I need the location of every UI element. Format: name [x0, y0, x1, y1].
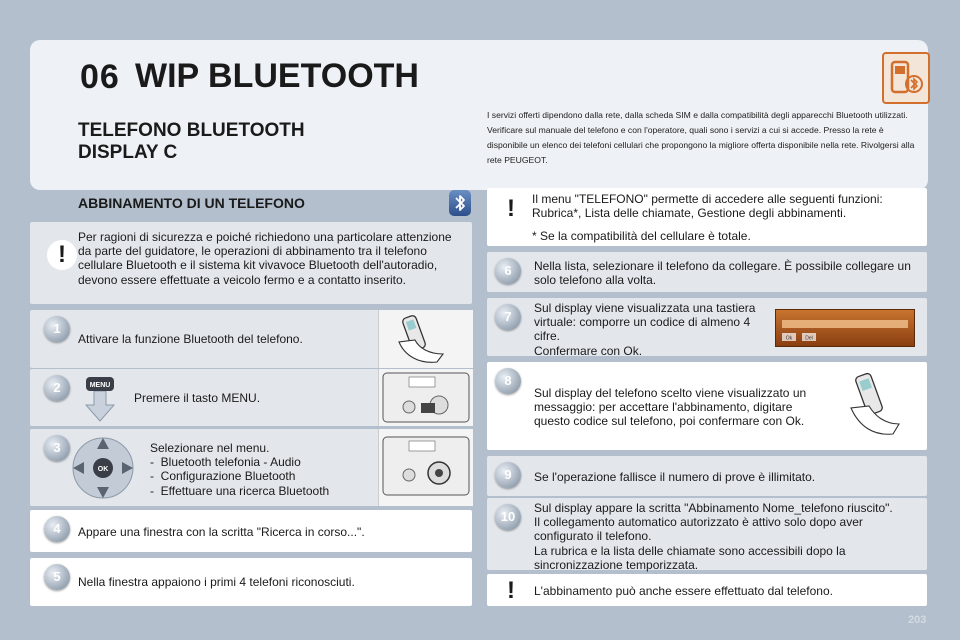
bluetooth-phone-icon [882, 52, 930, 104]
warning-icon: ! [47, 240, 77, 270]
menu-key-icon [80, 373, 120, 423]
ok-key-label: OK [97, 466, 109, 473]
warning-box [30, 222, 472, 304]
footnote-text: * Se la compatibilità del cellulare è totale. [532, 229, 751, 243]
step-box [487, 298, 927, 356]
step-number: 4 [44, 516, 70, 542]
step-number: 7 [495, 304, 521, 330]
step-box [30, 510, 472, 552]
menu-path-item: - Bluetooth telefonia - Audio [150, 455, 301, 470]
warning-icon: ! [496, 194, 526, 224]
step-box [30, 310, 472, 368]
step-number: 6 [495, 258, 521, 284]
screen-ok-label: Ok [785, 335, 793, 342]
step-text: Nella lista, selezionare il telefono da collegare. È possibile collegare un solo telefono alla volta. [534, 259, 911, 288]
menu-key-label: MENU [89, 382, 111, 389]
intro-paragraph: Verificare sul manuale del telefono e con l'operatore, quali sono i servizi a cui si accede. Presso la rete è disponibile un elenco dei telefoni cellulari che propongono la migliore offerta disponibile nella rete. Rivolgersi alla rete PEUGEOT. [487, 125, 915, 165]
bluetooth-icon [449, 190, 471, 216]
warning-icon: ! [496, 576, 526, 606]
step-box [487, 498, 927, 570]
step-number: 9 [495, 462, 521, 488]
step-number: 5 [44, 564, 70, 590]
screen-del-label: Del [805, 335, 813, 342]
step-number: 3 [44, 435, 70, 461]
pairing-heading: ABBINAMENTO DI UN TELEFONO [78, 195, 305, 211]
radio-unit-image [378, 429, 473, 506]
subtitle-line-1: TELEFONO BLUETOOTH [78, 120, 305, 141]
final-note-text: L'abbinamento può anche essere effettuato dal telefono. [534, 584, 833, 598]
step-box [487, 456, 927, 496]
final-note-box [487, 574, 927, 606]
step-text: Attivare la funzione Bluetooth del telefono. [78, 332, 303, 346]
menu-path [150, 441, 380, 498]
menu-path-intro: Selezionare nel menu. [150, 441, 270, 455]
step-text: Sul display appare la scritta "Abbinamento Nome_telefono riuscito". Il collegamento automatico autorizzato è attivo solo dopo aver configurato il telefono. La rubrica e la lista delle chiamate sono accessibili dopo la sincronizzazione temporizzata. [534, 501, 893, 572]
step-box [30, 429, 472, 506]
step-box [30, 369, 472, 426]
step-box [487, 252, 927, 292]
step-box [487, 362, 927, 450]
section-subtitle [78, 120, 305, 164]
menu-path-item: - Configurazione Bluetooth [150, 469, 296, 484]
intro-text [487, 108, 917, 168]
page-number: 203 [908, 614, 927, 626]
step-number: 10 [495, 504, 521, 530]
step-text: Nella finestra appaiono i primi 4 telefoni riconosciuti. [78, 575, 355, 589]
info-box [487, 188, 927, 246]
step-text: Se l'operazione fallisce il numero di prove è illimitato. [534, 470, 816, 484]
step-text: Sul display del telefono scelto viene visualizzato un messaggio: per accettare l'abbinamento, digitare questo codice sul telefono, poi confermare con Ok. [534, 386, 807, 429]
subtitle-line-2: DISPLAY C [78, 142, 178, 163]
chapter-number: 06 [80, 58, 120, 96]
radio-unit-image [378, 369, 473, 426]
virtual-keyboard-screen [775, 309, 915, 347]
step-number: 1 [44, 316, 70, 342]
ok-dial-icon [68, 435, 138, 501]
warning-text: Per ragioni di sicurezza e poiché richiedono una particolare attenzione da parte del guidatore, le operazioni di abbinamento tra il telefono cellulare Bluetooth e il sistema kit vivavoce Bluetooth dell'autoradio, devono essere effettuate a veicolo fermo e a contatto inserito. [78, 230, 452, 287]
step-number: 8 [495, 368, 521, 394]
info-text: Il menu "TELEFONO" permette di accedere alle seguenti funzioni: Rubrica*, Lista delle chiamate, Gestione degli abbinamenti. [532, 192, 883, 221]
step-number: 2 [44, 375, 70, 401]
step-text: Premere il tasto MENU. [134, 391, 261, 405]
step-box [30, 558, 472, 606]
intro-paragraph: I servizi offerti dipendono dalla rete, dalla scheda SIM e dalla compatibilità degli apparecchi Bluetooth utilizzati. [487, 110, 908, 120]
step-text: Sul display viene visualizzata una tastiera virtuale: comporre un codice di almeno 4 cifre. Confermare con Ok. [534, 301, 756, 358]
phone-hand-image [837, 368, 917, 444]
chapter-title: WIP BLUETOOTH [135, 57, 419, 95]
phone-hand-image [378, 310, 473, 368]
menu-path-item: - Effettuare una ricerca Bluetooth [150, 483, 330, 498]
step-text: Appare una finestra con la scritta "Ricerca in corso...". [78, 525, 365, 539]
